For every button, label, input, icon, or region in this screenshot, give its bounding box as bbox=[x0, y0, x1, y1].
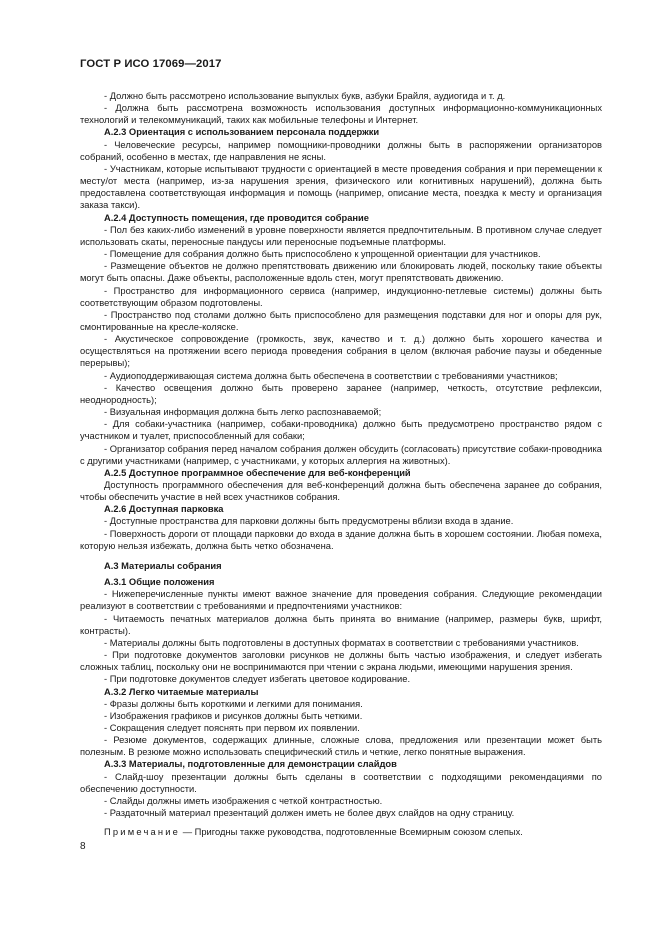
body-paragraph: - Пространство для информационного сервиса (например, индукционно-петлевые системы) должны быть соответствующим образом подготовлены. bbox=[80, 285, 602, 308]
body-paragraph: - Должно быть рассмотрено использование выпуклых букв, азбуки Брайля, аудиогида и т. д. bbox=[104, 91, 506, 101]
subsection-heading: А.3.3 Материалы, подготовленные для демонстрации слайдов bbox=[104, 759, 397, 770]
body-paragraph: - Слайды должны иметь изображения с четкой контрастностью. bbox=[104, 795, 383, 806]
page-number: 8 bbox=[80, 841, 86, 852]
subsection-heading: А.2.5 Доступное программное обеспечение для веб-конференций bbox=[104, 467, 411, 478]
document-body bbox=[80, 90, 602, 838]
body-paragraph: - Человеческие ресурсы, например помощники-проводники должны быть в распоряжении организаторов собраний, особенно в местах, где направления не ясны. bbox=[80, 139, 602, 162]
body-paragraph: - Размещение объектов не должно препятствовать движению или блокировать людей, поскольку такие объекты могут быть опасны. Даже объекты, расположенные вдоль стен, могут препятствовать движению. bbox=[80, 261, 602, 284]
body-paragraph: - Пол без каких-либо изменений в уровне поверхности является предпочтительным. В противном случае следует использовать скаты, переносные пандусы или переносные подъемные платформы. bbox=[80, 224, 602, 247]
body-paragraph: - Для собаки-участника (например, собаки-проводника) должно быть предусмотрено пространство рядом с участником и туалет, приспособленный для собаки; bbox=[80, 419, 602, 442]
subsection-heading: А.2.6 Доступная парковка bbox=[104, 504, 224, 515]
body-paragraph: - Помещение для собрания должно быть приспособлено к упрощенной ориентации для участников. bbox=[104, 249, 541, 260]
body-paragraph: - Сокращения следует пояснять при первом их появлении. bbox=[104, 722, 360, 733]
section-heading: А.3 Материалы собрания bbox=[104, 560, 222, 571]
body-paragraph: - Раздаточный материал презентаций должен иметь не более двух слайдов на одну страницу. bbox=[104, 808, 515, 819]
note-label: Примечание bbox=[104, 827, 181, 838]
body-paragraph: - Акустическое сопровождение (громкость, звук, качество и т. д.) должно быть хорошего качества и осуществляться на протяжении всего периода проведения собрания в целом (включая рабочие паузы и обеденные перерывы); bbox=[80, 334, 602, 369]
body-paragraph: - Резюме документов, содержащих длинные, сложные слова, предложения или презентации может быть полезным. В резюме можно использовать специфический стиль и четкие, легко понятные выражения. bbox=[80, 735, 602, 758]
body-paragraph: - Нижеперечисленные пункты имеют важное значение для проведения собрания. Следующие рекомендации реализуют в соответствии с требованиями и предпочтениями участников: bbox=[80, 589, 602, 612]
body-paragraph: - Участникам, которые испытывают трудности с ориентацией в месте проведения собрания и при перемещении к месту/от места (например, из-за нарушения зрения, физического или когнитивных нарушений), должна быть предоставлена соответствующая информация и помощь (например, описание места, поездка к месту и организация заказа такси). bbox=[80, 163, 602, 211]
body-paragraph: - Слайд-шоу презентации должны быть сделаны в соответствии с подходящими рекомендациями по обеспечению доступности. bbox=[80, 771, 602, 794]
body-paragraph: - При подготовке документов следует избегать цветовое кодирование. bbox=[104, 674, 411, 685]
body-paragraph: - При подготовке документов заголовки рисунков не должны быть частью изображения, и следует избегать сложных таблиц, поскольку они не воспринимаются при чтении с экрана людьми, имеющими нарушения зрения. bbox=[80, 650, 602, 673]
body-paragraph: - Читаемость печатных материалов должна быть принята во внимание (например, размеры букв, шрифт, контрасты). bbox=[80, 613, 602, 636]
subsection-heading: А.2.4 Доступность помещения, где проводится собрание bbox=[104, 212, 369, 223]
body-paragraph: - Пространство под столами должно быть приспособлено для размещения подставки для ног и опоры для рук, смонтированные на кресле-коляске. bbox=[80, 309, 602, 332]
body-paragraph: Доступность программного обеспечения для веб-конференций должна быть обеспечена заранее до собрания, чтобы обеспечить участие в ней всех участников собрания. bbox=[80, 480, 602, 503]
note-paragraph bbox=[80, 826, 602, 838]
body-paragraph: - Качество освещения должно быть проверено заранее (например, четкость, отсутствие рефлексии, неоднородность); bbox=[80, 382, 602, 405]
body-paragraph: - Должна быть рассмотрена возможность использования доступных информационно-коммуникационных технологий и телекоммуникаций, таких как мобильные телефоны и Интернет. bbox=[80, 103, 602, 126]
subsection-heading: А.3.1 Общие положения bbox=[104, 577, 215, 588]
body-paragraph: - Материалы должны быть подготовлены в доступных форматах в соответствии с требованиями участников. bbox=[104, 637, 579, 648]
subsection-heading: А.2.3 Ориентация с использованием персонала поддержки bbox=[104, 127, 380, 138]
body-paragraph: - Визуальная информация должна быть легко распознаваемой; bbox=[104, 407, 382, 418]
body-paragraph: - Поверхность дороги от площади парковки до входа в здание должна быть в хорошем состоянии. Любая помеха, которую нельзя избежать, должна быть четко обозначена. bbox=[80, 528, 602, 551]
subsection-heading: А.3.2 Легко читаемые материалы bbox=[104, 686, 259, 697]
body-paragraph: - Аудиоподдерживающая система должна быть обеспечена в соответствии с требованиями участников; bbox=[104, 370, 558, 381]
body-paragraph: - Доступные пространства для парковки должны быть предусмотрены вблизи входа в здание. bbox=[104, 516, 514, 527]
note-text: — Пригодны также руководства, подготовленные Всемирным союзом слепых. bbox=[180, 827, 523, 838]
document-header: ГОСТ Р ИСО 17069—2017 bbox=[80, 58, 222, 70]
body-paragraph: - Организатор собрания перед началом собрания должен обсудить (согласовать) присутствие собаки-проводника с другими участниками (например, с участниками, у которых аллергия на животных). bbox=[80, 443, 602, 466]
body-paragraph: - Изображения графиков и рисунков должны быть четкими. bbox=[104, 710, 363, 721]
body-paragraph: - Фразы должны быть короткими и легкими для понимания. bbox=[104, 698, 363, 709]
